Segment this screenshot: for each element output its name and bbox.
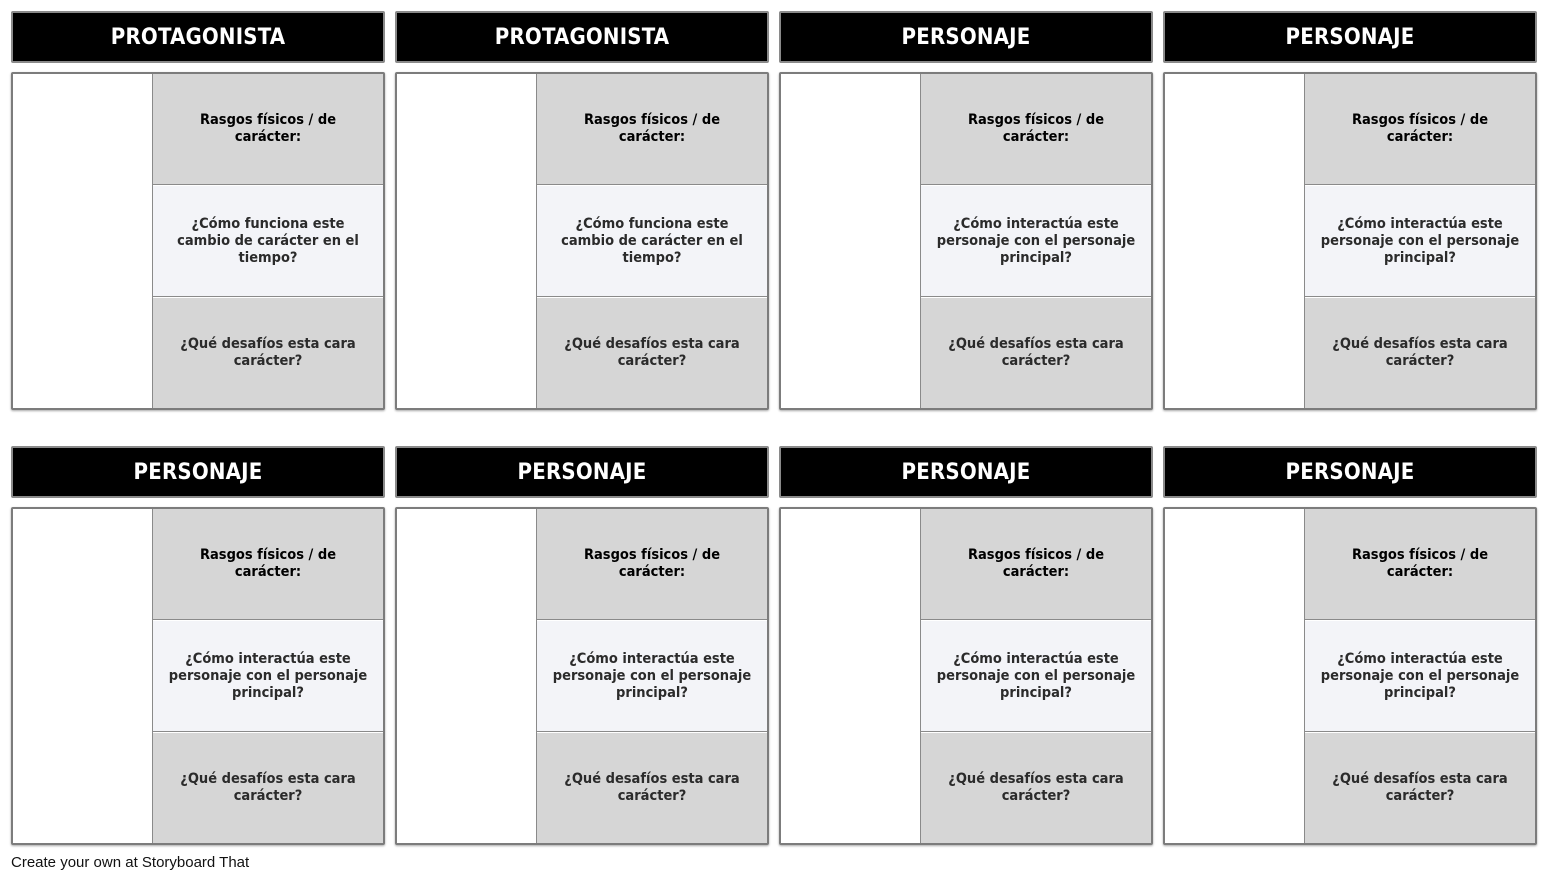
cell-title: PERSONAJE <box>1163 11 1537 63</box>
portrait-area[interactable] <box>13 509 153 843</box>
portrait-area[interactable] <box>397 509 537 843</box>
character-panel <box>11 507 385 845</box>
cell-title: PERSONAJE <box>395 446 769 498</box>
interaction-prompt: ¿Cómo interactúa este personaje con el personaje principal? <box>921 186 1151 297</box>
character-panel <box>779 72 1153 410</box>
portrait-area[interactable] <box>1165 509 1305 843</box>
traits-prompt: Rasgos físicos / de carácter: <box>921 509 1151 620</box>
challenges-prompt: ¿Qué desafíos esta cara carácter? <box>1305 298 1535 408</box>
portrait-area[interactable] <box>13 74 153 408</box>
traits-prompt: Rasgos físicos / de carácter: <box>153 74 383 185</box>
cell-title: PERSONAJE <box>11 446 385 498</box>
challenges-prompt: ¿Qué desafíos esta cara carácter? <box>153 733 383 843</box>
interaction-prompt: ¿Cómo interactúa este personaje con el personaje principal? <box>1305 186 1535 297</box>
character-panel <box>1163 507 1537 845</box>
traits-prompt: Rasgos físicos / de carácter: <box>537 74 767 185</box>
prompt-rows <box>537 509 767 843</box>
interaction-prompt: ¿Cómo interactúa este personaje con el personaje principal? <box>537 621 767 732</box>
portrait-area[interactable] <box>781 509 921 843</box>
prompt-rows <box>153 74 383 408</box>
prompt-rows <box>1305 74 1535 408</box>
prompt-rows <box>1305 509 1535 843</box>
portrait-area[interactable] <box>397 74 537 408</box>
challenges-prompt: ¿Qué desafíos esta cara carácter? <box>537 733 767 843</box>
character-panel <box>395 72 769 410</box>
portrait-area[interactable] <box>1165 74 1305 408</box>
interaction-prompt: ¿Cómo interactúa este personaje con el personaje principal? <box>1305 621 1535 732</box>
traits-prompt: Rasgos físicos / de carácter: <box>153 509 383 620</box>
traits-prompt: Rasgos físicos / de carácter: <box>1305 509 1535 620</box>
prompt-rows <box>537 74 767 408</box>
cell-title: PERSONAJE <box>1163 446 1537 498</box>
interaction-prompt: ¿Cómo interactúa este personaje con el personaje principal? <box>153 621 383 732</box>
character-panel <box>11 72 385 410</box>
change-prompt: ¿Cómo funciona este cambio de carácter en el tiempo? <box>153 186 383 297</box>
challenges-prompt: ¿Qué desafíos esta cara carácter? <box>921 298 1151 408</box>
cell-title: PROTAGONISTA <box>11 11 385 63</box>
cell-title: PERSONAJE <box>779 11 1153 63</box>
cell-title: PERSONAJE <box>779 446 1153 498</box>
challenges-prompt: ¿Qué desafíos esta cara carácter? <box>921 733 1151 843</box>
challenges-prompt: ¿Qué desafíos esta cara carácter? <box>537 298 767 408</box>
challenges-prompt: ¿Qué desafíos esta cara carácter? <box>1305 733 1535 843</box>
challenges-prompt: ¿Qué desafíos esta cara carácter? <box>153 298 383 408</box>
storyboard-that-credit-link[interactable]: Create your own at Storyboard That <box>11 854 250 871</box>
change-prompt: ¿Cómo funciona este cambio de carácter en el tiempo? <box>537 186 767 297</box>
portrait-area[interactable] <box>781 74 921 408</box>
prompt-rows <box>153 509 383 843</box>
prompt-rows <box>921 74 1151 408</box>
traits-prompt: Rasgos físicos / de carácter: <box>537 509 767 620</box>
character-panel <box>395 507 769 845</box>
character-panel <box>779 507 1153 845</box>
traits-prompt: Rasgos físicos / de carácter: <box>1305 74 1535 185</box>
prompt-rows <box>921 509 1151 843</box>
character-panel <box>1163 72 1537 410</box>
cell-title: PROTAGONISTA <box>395 11 769 63</box>
traits-prompt: Rasgos físicos / de carácter: <box>921 74 1151 185</box>
interaction-prompt: ¿Cómo interactúa este personaje con el personaje principal? <box>921 621 1151 732</box>
